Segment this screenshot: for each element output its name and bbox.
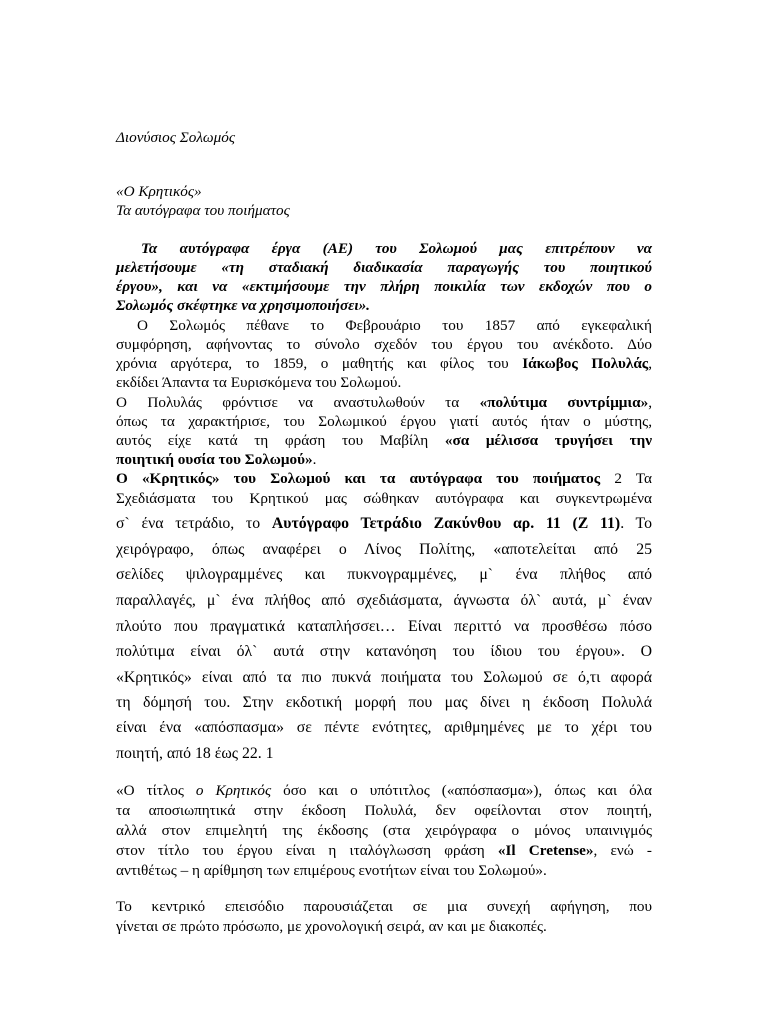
p3-line-6: παραλλαγές, μ` ένα πλήθος από σχεδιάσματα, άγνωστα όλ` αυτά, μ` έναν [116, 592, 652, 609]
p3-line-9: «Κρητικός» είναι από τα πιο πυκνά ποιήματα του Σολωμού σε ό,τι αφορά [116, 669, 652, 686]
p2-line-1: Ο Πολυλάς φρόντισε να αναστυλωθούν τα «πολύτιμα συντρίμμια», [116, 394, 652, 411]
intro-line-1: Τα αυτόγραφα έργα (ΑΕ) του Σολωμού μας επιτρέπουν να [141, 240, 652, 257]
p3-line-1: Ο «Κρητικός» του Σολωμού και τα αυτόγραφα του ποιήματος 2 Τα [116, 470, 652, 487]
p3-line-12: ποιητή, από 18 έως 22. 1 [116, 745, 274, 762]
p5-line-2: γίνεται σε πρώτο πρόσωπο, με χρονολογική σειρά, αν και με διακοπές. [116, 918, 547, 935]
p3-heading: Ο «Κρητικός» του Σολωμού και τα αυτόγραφα του ποιήματος [116, 470, 601, 487]
intro-line-2: μελετήσουμε «τη σταδιακή διαδικασία παραγωγής του ποιητικού [116, 259, 652, 276]
p4-line-2: τα αποσιωπητικά στην έκδοση Πολυλά, δεν οφείλονται στον ποιητή, [116, 802, 652, 819]
p4-line-4: στον τίτλο του έργου είναι η ιταλόγλωσση φράση «Il Cretense», ενώ - [116, 842, 652, 859]
p2-line-4: ποιητική ουσία του Σολωμού». [116, 451, 317, 468]
p4-line-3: αλλά στον επιμελητή της έκδοσης (στα χειρόγραφα ο μόνος υπαινιγμός [116, 822, 652, 839]
author-heading: Διονύσιος Σολωμός [116, 129, 236, 146]
intro-line-3: έργου», και να «εκτιμήσουμε την πλήρη ποικιλία των εκδοχών που ο [116, 278, 652, 295]
p4-line-1: «Ο τίτλος ο Κρητικός όσο και ο υπότιτλος («απόσπασμα»), όπως και όλα [116, 782, 652, 799]
p1-line-1: Ο Σολωμός πέθανε το Φεβρουάριο του 1857 από εγκεφαλική [137, 317, 652, 334]
p3-line-2: Σχεδιάσματα του Κρητικού μας σώθηκαν αυτόγραφα και συγκεντρωμένα [116, 490, 652, 507]
poem-title: «Ο Κρητικός» [116, 183, 202, 200]
p1-line-4: εκδίδει Άπαντα τα Ευρισκόμενα του Σολωμού. [116, 374, 402, 391]
p3-line-3: σ` ένα τετράδιο, το Αυτόγραφο Τετράδιο Ζακύνθου αρ. 11 (Ζ 11). Το [116, 515, 653, 532]
p5-line-1: Το κεντρικό επεισόδιο παρουσιάζεται σε μια συνεχή αφήγηση, που [116, 898, 652, 915]
p2-line-3: αυτός είχε κατά τη φράση του Μαβίλη «σα μέλισσα τρυγήσει την [116, 432, 652, 449]
p3-line-8: πολύτιμα είναι όλ` αυτά στην κατανόηση του ίδιου του έργου». Ο [116, 643, 652, 660]
poem-subtitle: Τα αυτόγραφα του ποιήματος [116, 202, 290, 219]
p4-line-5: αντιθέτως – η αρίθμηση των επιμέρους ενοτήτων είναι του Σολωμού». [116, 862, 547, 879]
polylas-name: Ιάκωβος Πολυλάς [522, 355, 649, 372]
p1-line-2: συμφόρηση, αφήνοντας το σύνολο σχεδόν του έργου του ανέκδοτο. Δύο [116, 336, 652, 353]
p1-line-3: χρόνια αργότερα, το 1859, ο μαθητής και φίλος του Ιάκωβος Πολυλάς, [116, 355, 653, 372]
p3-line-5: σελίδες ψιλογραμμένες και πυκνογραμμένες, μ` ένα πλήθος από [116, 566, 652, 583]
p3-line-11: είναι ένα «απόσπασμα» σε πέντε ενότητες, αριθμημένες με το χέρι του [116, 719, 652, 736]
p3-line-7: πλούτο που πραγματικά καταπλήσσει… Είναι περιττό να προσθέσω πόσο [116, 618, 652, 635]
p3-line-4: χειρόγραφο, όπως αναφέρει ο Λίνος Πολίτης, «αποτελείται από 25 [116, 541, 652, 558]
p2-line-2: όπως τα χαρακτήρισε, του Σολωμικού έργου γιατί αυτός ήταν ο μύστης, [116, 413, 652, 430]
intro-line-4: Σολωμός σκέφτηκε να χρησιμοποιήσει». [116, 297, 370, 314]
p3-line-10: τη δόμησή του. Στην εκδοτική μορφή που μας δίνει η έκδοση Πολυλά [116, 694, 652, 711]
